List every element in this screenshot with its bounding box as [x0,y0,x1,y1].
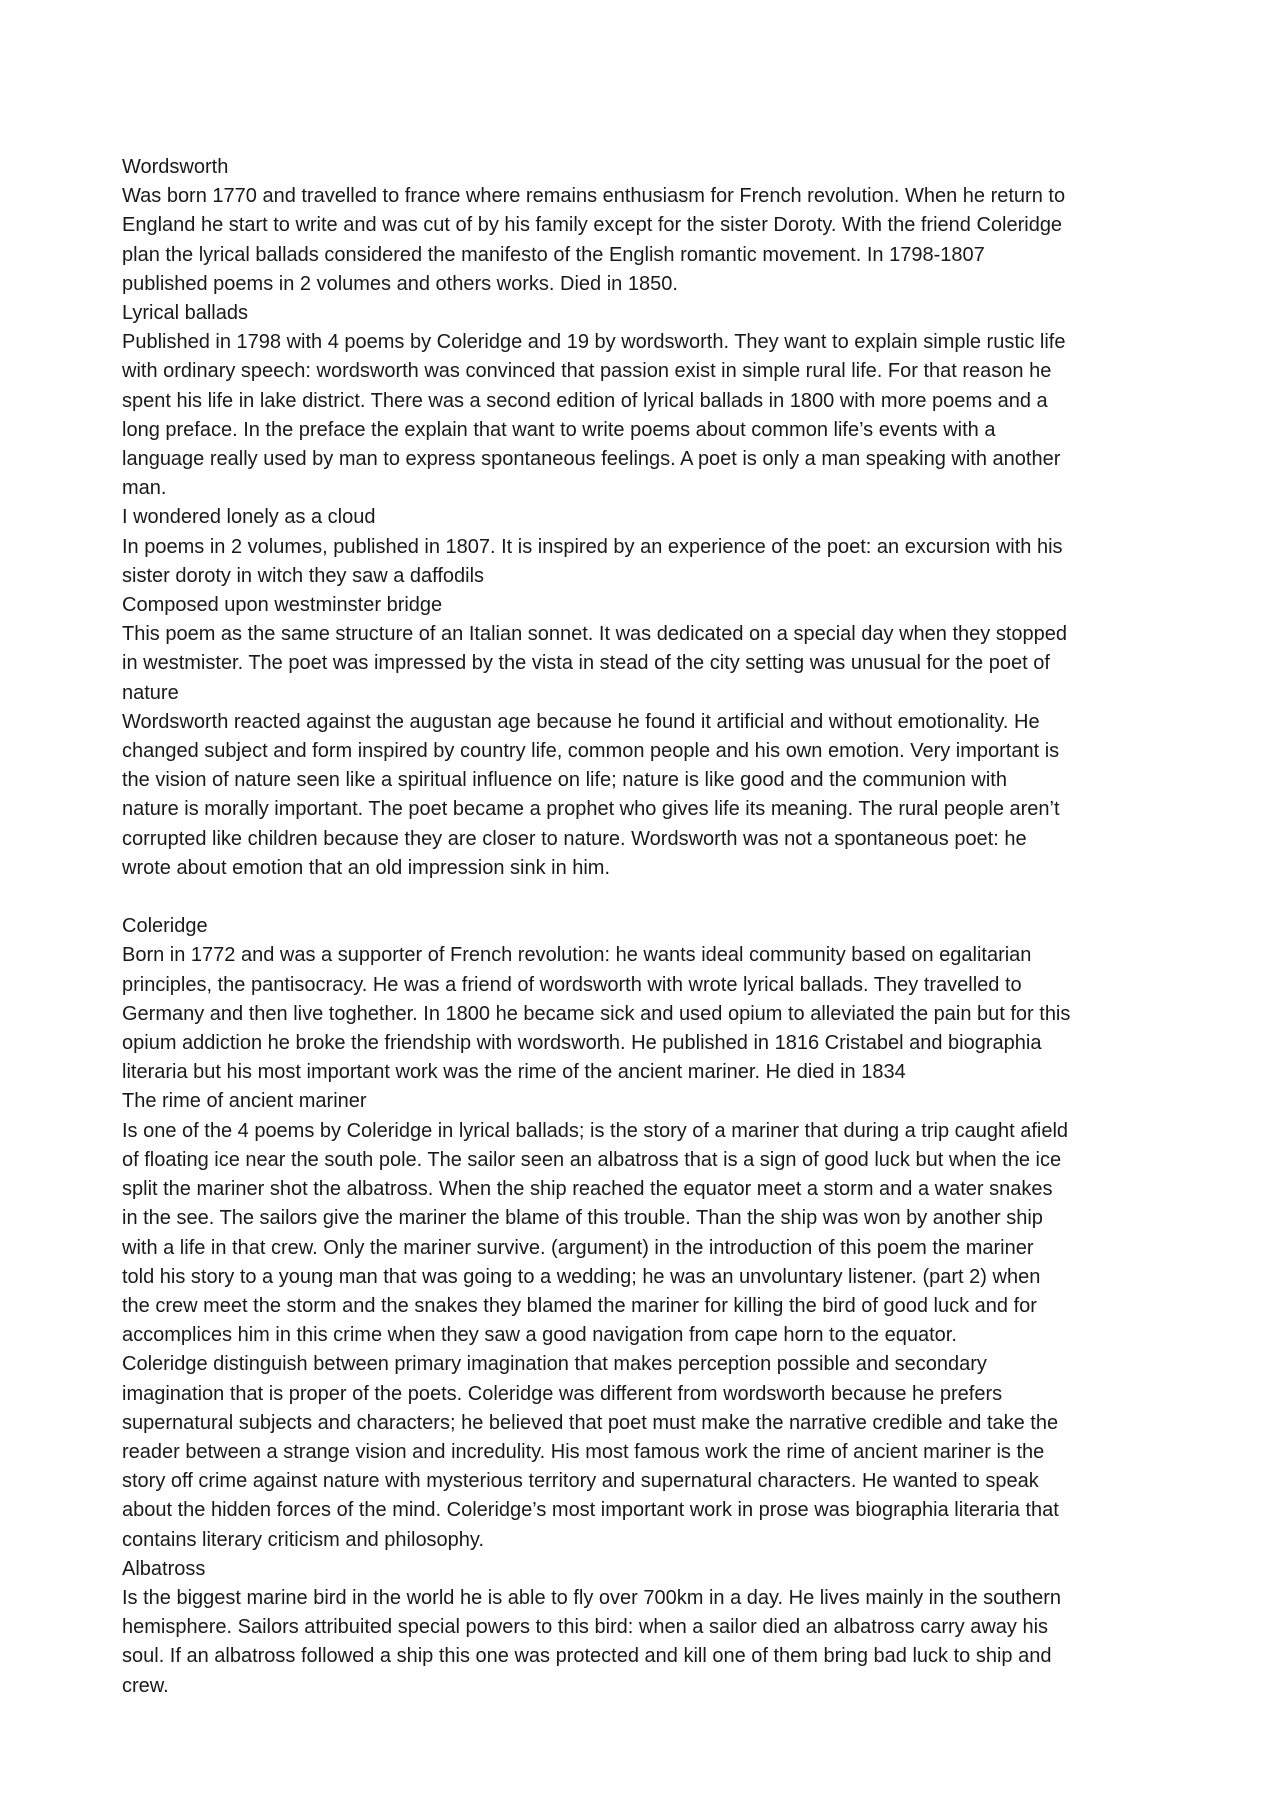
text-line: Coleridge [122,915,208,938]
text-line: the vision of nature seen like a spiritual influence on life; nature is like good and the communion with [122,769,1007,792]
text-line: story off crime against nature with mysterious territory and supernatural characters. He wanted to speak [122,1470,1039,1493]
text-line: about the hidden forces of the mind. Coleridge’s most important work in prose was biographia literaria that [122,1499,1059,1522]
text-line: Is the biggest marine bird in the world he is able to fly over 700km in a day. He lives mainly in the southern [122,1586,1061,1609]
text-line: literaria but his most important work was the rime of the ancient mariner. He died in 1834 [122,1061,906,1084]
text-line: Albatross [122,1557,206,1580]
text-line: the crew meet the storm and the snakes they blamed the mariner for killing the bird of good luck and for [122,1294,1037,1317]
text-line: with a life in that crew. Only the mariner survive. (argument) in the introduction of this poem the mariner [122,1236,1034,1259]
text-line: The rime of ancient mariner [122,1090,367,1113]
text-line: changed subject and form inspired by country life, common people and his own emotion. Very important is [122,740,1060,763]
text-line: crew. [122,1674,169,1697]
text-line: nature is morally important. The poet became a prophet who gives life its meaning. The rural people aren’t [122,798,1060,821]
text-line: In poems in 2 volumes, published in 1807. It is inspired by an experience of the poet: an excursion with his [122,535,1063,558]
document-page [122,153,1172,1701]
text-line: Germany and then live toghether. In 1800 he became sick and used opium to alleviated the pain but for this [122,1002,1071,1025]
text-line: accomplices him in this crime when they saw a good navigation from cape horn to the equator. [122,1324,957,1347]
text-line: This poem as the same structure of an Italian sonnet. It was dedicated on a special day when they stopped [122,623,1067,646]
text-line: told his story to a young man that was going to a wedding; he was an unvoluntary listener. (part 2) when [122,1265,1041,1288]
text-line: with ordinary speech: wordsworth was convinced that passion exist in simple rural life. For that reason he [122,360,1052,383]
text-line: Born in 1772 and was a supporter of French revolution: he wants ideal community based on egalitarian [122,944,1032,967]
text-line: corrupted like children because they are closer to nature. Wordsworth was not a spontaneous poet: he [122,827,1027,850]
text-line: in the see. The sailors give the mariner the blame of this trouble. Than the ship was won by another ship [122,1207,1043,1230]
text-line: wrote about emotion that an old impression sink in him. [122,856,611,879]
text-line: man. [122,477,167,500]
text-line: Is one of the 4 poems by Coleridge in lyrical ballads; is the story of a mariner that during a trip caught afield [122,1119,1069,1142]
text-line: long preface. In the preface the explain that want to write poems about common life’s events with a [122,418,996,441]
text-line: Wordsworth [122,156,229,178]
text-line: supernatural subjects and characters; he believed that poet must make the narrative credible and take the [122,1411,1059,1434]
text-line: hemisphere. Sailors attribuited special powers to this bird: when a sailor died an albatross carry away his [122,1616,1049,1639]
text-line: in westmister. The poet was impressed by the vista in stead of the city setting was unusual for the poet of [122,652,1050,675]
text-line: spent his life in lake district. There was a second edition of lyrical ballads in 1800 with more poems and a [122,389,1048,412]
text-line: Wordsworth reacted against the augustan age because he found it artificial and without emotionality. He [122,710,1040,733]
text-line: Coleridge distinguish between primary imagination that makes perception possible and secondary [122,1353,987,1376]
text-line: split the mariner shot the albatross. When the ship reached the equator meet a storm and a water snakes [122,1178,1053,1201]
text-line: of floating ice near the south pole. The sailor seen an albatross that is a sign of good luck but when the ice [122,1148,1062,1171]
text-line: England he start to write and was cut of by his family except for the sister Doroty. With the friend Coleridge [122,214,1063,237]
text-line: contains literary criticism and philosophy. [122,1528,485,1551]
text-line: opium addiction he broke the friendship with wordsworth. He published in 1816 Cristabel and biographia [122,1032,1042,1055]
text-line: imagination that is proper of the poets. Coleridge was different from wordsworth because he prefers [122,1382,1003,1405]
text-line: language really used by man to express spontaneous feelings. A poet is only a man speaking with another [122,448,1061,471]
text-line: Composed upon westminster bridge [122,594,443,617]
text-line: plan the lyrical ballads considered the manifesto of the English romantic movement. In 1798-1807 [122,243,985,266]
text-line: nature [122,681,179,704]
text-line: Published in 1798 with 4 poems by Coleridge and 19 by wordsworth. They want to explain simple rustic life [122,331,1066,354]
text-line: I wondered lonely as a cloud [122,506,376,529]
blank-line [122,883,1172,912]
text-line: Was born 1770 and travelled to france where remains enthusiasm for French revolution. When he return to [122,185,1066,208]
text-line: published poems in 2 volumes and others works. Died in 1850. [122,272,678,295]
text-line: reader between a strange vision and incredulity. His most famous work the rime of ancient mariner is the [122,1440,1045,1463]
text-line: principles, the pantisocracy. He was a friend of wordsworth with wrote lyrical ballads. They travelled to [122,973,1022,996]
text-line: soul. If an albatross followed a ship this one was protected and kill one of them bring bad luck to ship and [122,1645,1052,1668]
text-line: sister doroty in witch they saw a daffodils [122,564,485,587]
text-line: Lyrical ballads [122,302,248,325]
